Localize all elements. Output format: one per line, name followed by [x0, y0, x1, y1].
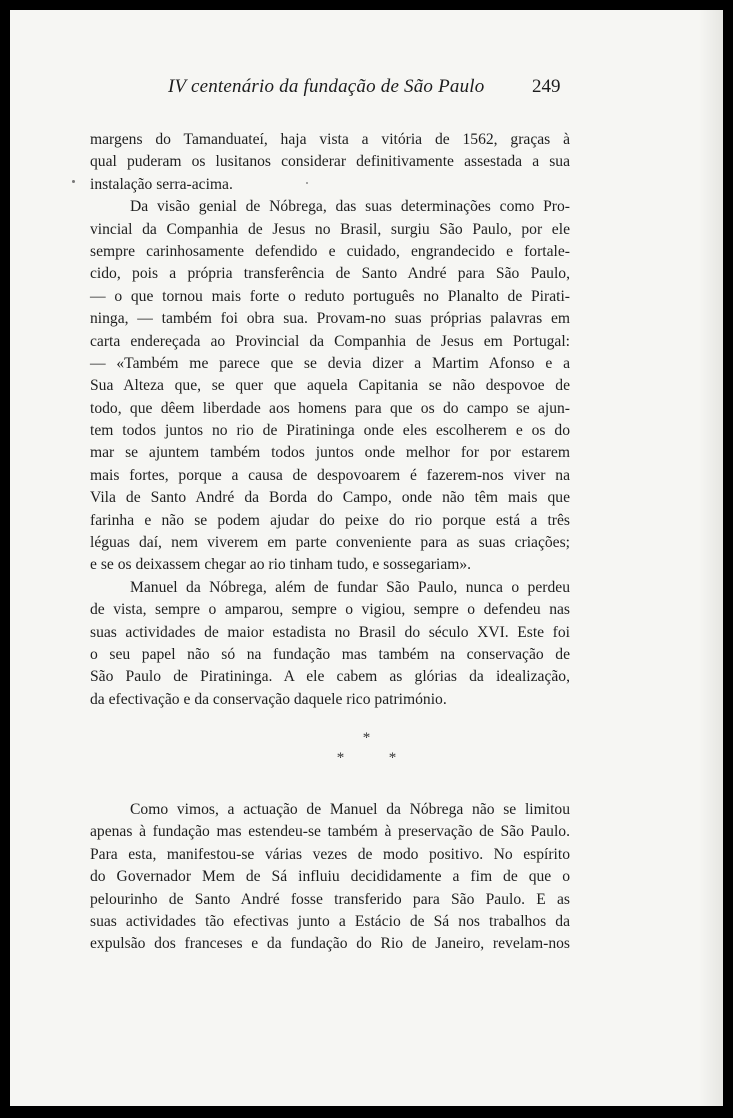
text-line: Vila de Santo André da Borda do Campo, onde não têm mais que	[90, 489, 570, 507]
page-number: 249	[532, 76, 561, 97]
text-line: sempre carinhosamente defendido e cuidado, engrandecido e fortale-	[90, 242, 570, 260]
running-title: IV centenário da fundação de São Paulo	[168, 76, 485, 97]
text-line: farinha e não se podem ajudar do peixe do rio porque está a três	[90, 511, 570, 529]
text-line: apenas à fundação mas estendeu-se também à preservação de São Paulo.	[90, 823, 570, 841]
text-line: vincial da Companhia de Jesus no Brasil, surgiu São Paulo, por ele	[90, 220, 570, 238]
text-line: instalação serra-acima.	[90, 175, 233, 193]
text-line: — o que tornou mais forte o reduto português no Planalto de Pirati-	[90, 287, 570, 305]
body-text-section-1	[90, 129, 570, 711]
text-line: do Governador Mem de Sá influiu decididamente a fim de que o	[90, 868, 570, 886]
text-line: qual puderam os lusitanos considerar definitivamente assestada a sua	[90, 153, 570, 171]
margin-speck	[72, 180, 75, 183]
text-line: Para esta, manifestou-se várias vezes de modo positivo. No espírito	[90, 845, 570, 863]
text-line: — «Também me parece que se devia dizer a Martim Afonso e a	[90, 354, 570, 372]
text-line: o seu papel não só na fundação mas também na conservação de	[90, 645, 570, 663]
text-line: São Paulo de Piratininga. A ele cabem as glórias da idealização,	[90, 668, 570, 686]
asterisk: *	[336, 750, 345, 766]
text-line: margens do Tamanduateí, haja vista a vitória de 1562, graças à	[90, 131, 570, 148]
text-line: Sua Alteza que, se quer que aquela Capitania se não despovoe de	[90, 377, 570, 395]
text-line: carta endereçada ao Provincial da Companhia de Jesus em Portugal:	[90, 332, 570, 350]
text-line: de vista, sempre o amparou, sempre o vigiou, sempre o defendeu nas	[90, 601, 570, 619]
text-line: ninga, — também foi obra sua. Provam-no suas próprias palavras em	[90, 310, 570, 328]
text-line: da efectivação e da conservação daquele rico património.	[90, 690, 447, 708]
text-line: Manuel da Nóbrega, além de fundar São Paulo, nunca o perdeu	[130, 578, 570, 596]
text-line: expulsão dos franceses e da fundação do Rio de Janeiro, revelam-nos	[90, 935, 570, 953]
text-line: Como vimos, a actuação de Manuel da Nóbrega não se limitou	[130, 801, 570, 818]
text-line: suas actividades tão efectivas junto a Estácio de Sá nos trabalhos da	[90, 912, 570, 930]
text-line: pelourinho de Santo André fosse transferido para São Paulo. E as	[90, 890, 570, 908]
text-line: mais fortes, porque a causa de despovoarem é fazerem-nos viver na	[90, 466, 570, 484]
running-head	[10, 76, 723, 106]
asterisk: *	[362, 730, 371, 746]
text-line: Da visão genial de Nóbrega, das suas determinações como Pro-	[130, 198, 570, 216]
text-line: tem todos juntos no rio de Piratininga onde eles escolherem e os do	[90, 422, 570, 440]
text-line: mar se ajuntem também todos juntos onde melhor for por estarem	[90, 444, 570, 462]
body-text-section-2	[90, 799, 570, 956]
book-page	[10, 10, 723, 1106]
asterism-bottom	[10, 750, 723, 767]
text-line: léguas daí, nem viverem em parte conveniente para as suas criações;	[90, 534, 570, 552]
asterism-top	[10, 730, 723, 747]
asterisk: *	[388, 750, 397, 766]
text-line: cido, pois a própria transferência de Santo André para São Paulo,	[90, 265, 570, 283]
text-line: todo, que dêem liberdade aos homens para que os do campo se ajun-	[90, 399, 570, 417]
text-line: suas actividades de maior estadista no Brasil do século XVI. Este foi	[90, 623, 570, 641]
text-line: e se os deixassem chegar ao rio tinham tudo, e sossegariam».	[90, 556, 472, 574]
